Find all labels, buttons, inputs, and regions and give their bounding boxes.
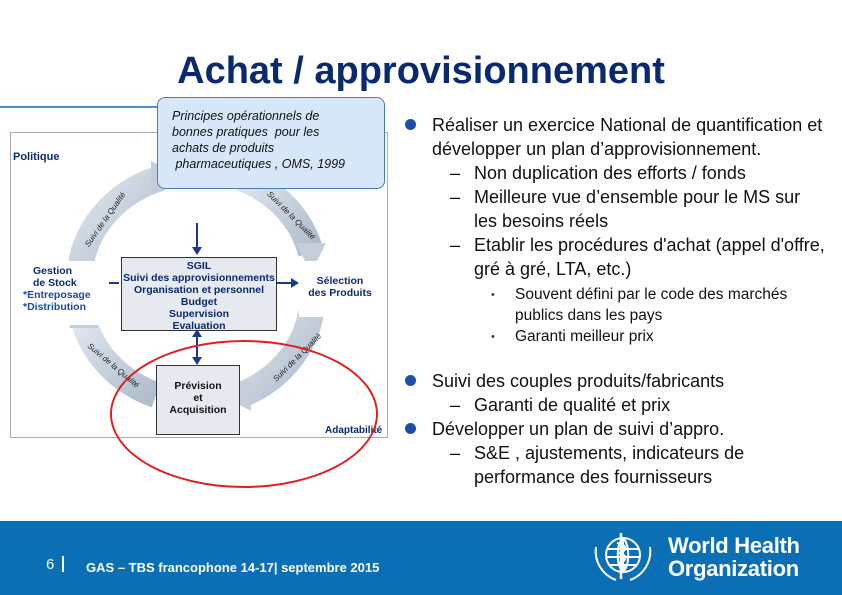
bullet-text: Souvent défini par le code des marchés publics dans les pays [515,286,788,324]
callout-box [157,97,385,189]
suivi-qualite-label-3: Suivi de la Qualité [271,331,324,384]
bullet-dot-icon [405,119,416,130]
center-line3: Organisation et personnel [133,284,265,296]
who-name-line1: World Health [668,533,800,558]
center-line4: Budget [180,296,218,308]
prevision-line1: Prévision [174,380,222,392]
center-line6: Evaluation [172,320,226,332]
dash-icon: – [450,235,461,255]
box-center-sgil [121,257,277,331]
small-dot-icon: • [491,331,495,343]
page-number-separator [62,556,64,572]
callout-line: achats de produits [172,141,275,155]
bullet-text: Garanti de qualité et prix [474,395,671,415]
bullet-dot-icon [405,375,416,386]
selection-line1: Sélection [316,275,364,287]
label-politique: Politique [13,151,60,163]
center-line5: Supervision [168,308,230,320]
bullet-text: Garanti meilleur prix [515,328,654,345]
bullet-item [405,113,825,161]
prevision-line2: et [193,392,203,404]
footer-text: GAS – TBS francophone 14-17| septembre 2015 [86,560,380,575]
small-dot-icon: • [491,289,495,301]
title-divider [0,106,160,108]
label-adaptabilite: Adaptabilité [325,425,383,436]
bullet-text: S&E , ajustements, indicateurs de performance des fournisseurs [474,443,745,487]
gestion-stock-line2: de Stock [33,277,77,289]
who-name-line2: Organization [668,556,799,581]
bullet-text: Développer un plan de suivi d’appro. [432,419,725,439]
bullet-list [405,113,825,489]
callout-line: bonnes pratiques pour les [172,125,320,139]
slide-title: Achat / approvisionnement [177,50,665,92]
selection-line2: des Produits [308,287,372,299]
sub-bullet-item [405,161,825,185]
gestion-stock-line4: *Distribution [23,301,86,313]
suivi-qualite-label-1: Suivi de la Qualité [83,190,128,249]
callout-line: Principes opérationnels de [172,109,320,123]
bullet-text: Non duplication des efforts / fonds [474,163,746,183]
bullet-item [405,417,825,441]
prevision-line3: Acquisition [169,404,227,416]
dash-icon: – [450,395,461,415]
dash-icon: – [450,443,461,463]
page-number: 6 [46,556,55,573]
bullet-text: Meilleure vue d’ensemble pour le MS sur les besoins réels [474,187,801,231]
suivi-qualite-label-4: Suivi de la Qualité [85,341,141,390]
who-emblem-icon [588,527,658,585]
suivi-qualite-label-2: Suivi de la Qualité [265,189,318,242]
sub-sub-bullet-item [405,284,825,326]
bullet-dot-icon [405,423,416,434]
bullet-text: Suivi des couples produits/fabricants [432,371,725,391]
center-line2: Suivi des approvisionnements [123,272,275,284]
sub-bullet-item [405,233,825,281]
callout-line: pharmaceutiques , OMS, 1999 [172,157,346,171]
sub-bullet-item [405,441,825,489]
box-selection [299,261,381,317]
bullet-item [405,369,825,393]
sub-bullet-item [405,393,825,417]
gestion-stock-line1: Gestion [33,265,73,277]
bullet-text: Etablir les procédures d'achat (appel d'offre, gré à gré, LTA, etc.) [474,235,825,279]
sub-bullet-item [405,185,825,233]
box-gestion-stock [23,261,109,325]
gestion-stock-line3: *Entreposage [23,289,91,301]
dash-icon: – [450,163,461,183]
highlight-circle [110,340,378,488]
dash-icon: – [450,187,461,207]
center-line1: SGIL [186,260,212,272]
bullet-text: Réaliser un exercice National de quantification et développer un plan d’approvisionnement. [432,115,823,159]
sub-sub-bullet-item [405,326,825,347]
